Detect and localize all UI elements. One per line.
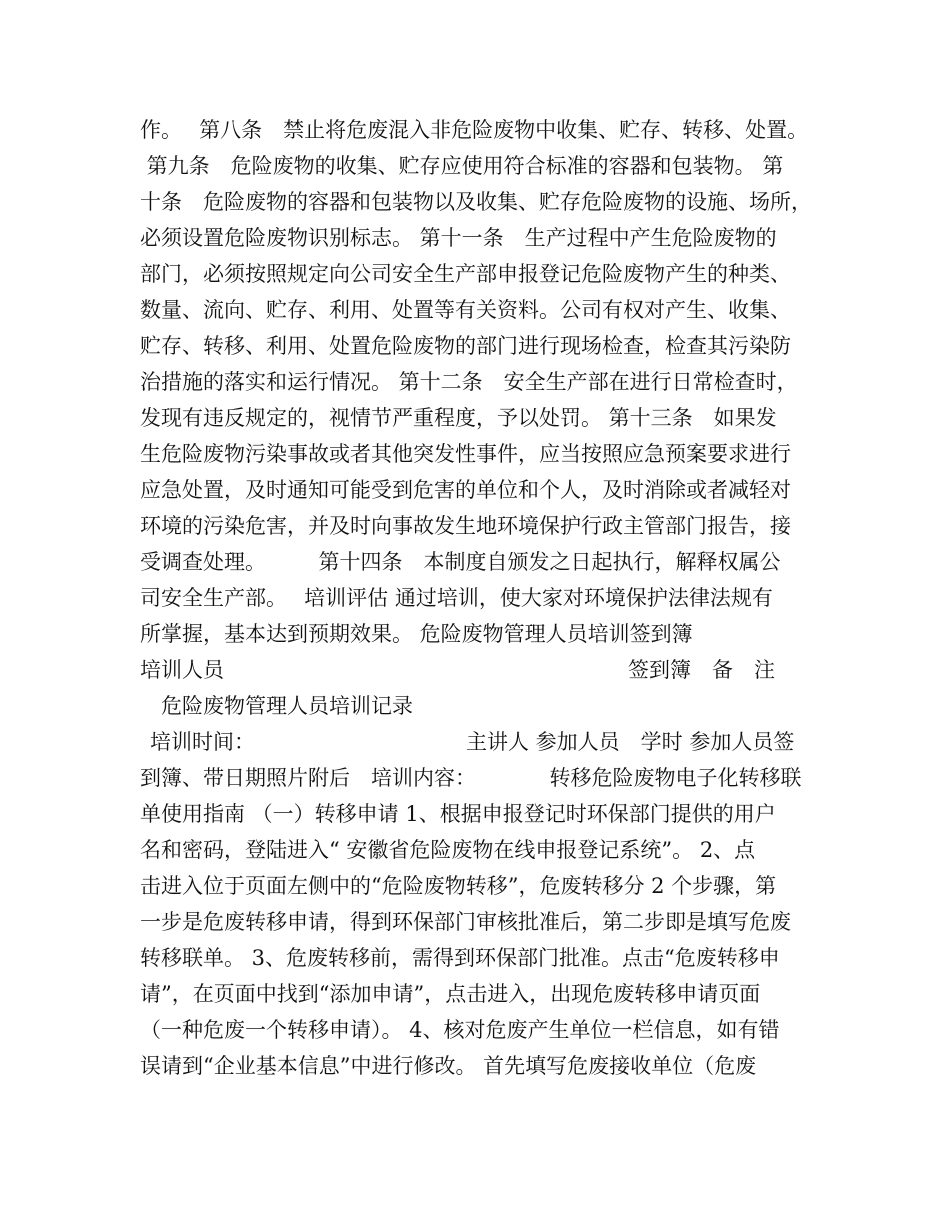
signin-col-trainees: 培训人员 — [140, 658, 224, 682]
signin-col-signature-remarks: 签到簿 备 注 — [628, 658, 775, 682]
text-line: 所掌握，基本达到预期效果。 危险废物管理人员培训签到簿 — [140, 622, 693, 646]
text-line: 到簿、带日期照片附后 培训内容： 转移危险废物电子化转移联 — [140, 766, 802, 790]
text-line: 名和密码，登陆进入“ 安徽省危险废物在线申报登记系统”。 2、点 — [140, 838, 756, 862]
text-line: 治措施的落实和运行情况。 第十二条 安全生产部在进行日常检查时， — [140, 370, 798, 394]
text-line: 发现有违反规定的，视情节严重程度，予以处罚。 第十三条 如果发 — [140, 406, 777, 430]
text-line: 转移联单。 3、危废转移前，需得到环保部门批准。点击“危废转移申 — [140, 946, 780, 970]
record-table-header — [140, 724, 830, 760]
text-line: 数量、流向、贮存、利用、处置等有关资料。公司有权对产生、收集、 — [140, 298, 791, 322]
text-line: 生危险废物污染事故或者其他突发性事件，应当按照应急预案要求进行 — [140, 442, 791, 466]
text-line: 误请到“企业基本信息”中进行修改。 首先填写危废接收单位（危废 — [140, 1054, 757, 1078]
text-line: 十条 危险废物的容器和包装物以及收集、贮存危险废物的设施、场所， — [140, 190, 812, 214]
record-title — [140, 688, 830, 724]
text-line: 作。 第八条 禁止将危废混入非危险废物中收集、贮存、转移、处置。 — [140, 118, 809, 142]
text-line: 第九条 危险废物的收集、贮存应使用符合标准的容器和包装物。 第 — [140, 154, 784, 178]
text-line: 一步是危废转移申请，得到环保部门审核批准后，第二步即是填写危废 — [140, 910, 791, 934]
text-line: 请”，在页面中找到“添加申请”，点击进入，出现危废转移申请页面 — [140, 982, 761, 1006]
text-line: 环境的污染危害，并及时向事故发生地环境保护行政主管部门报告，接 — [140, 514, 791, 538]
text-line: 部门，必须按照规定向公司安全生产部申报登记危险废物产生的种类、 — [140, 262, 791, 286]
text-line: 贮存、转移、利用、处置危险废物的部门进行现场检查，检查其污染防 — [140, 334, 791, 358]
text-line: 击进入位于页面左侧中的“危险废物转移”，危废转移分 2 个步骤，第 — [140, 874, 777, 898]
record-col-speaker-participants: 主讲人 参加人员 学时 参加人员签 — [466, 730, 795, 754]
text-line: 司安全生产部。 培训评估 通过培训，使大家对环境保护法律法规有 — [140, 586, 773, 610]
record-title-text: 危险废物管理人员培训记录 — [161, 694, 413, 718]
record-col-training-time: 培训时间： — [150, 730, 255, 754]
text-line: 单使用指南 （一）转移申请 1、根据申报登记时环保部门提供的用户 — [140, 802, 776, 826]
text-line: （一种危废一个转移申请）。 4、核对危废产生单位一栏信息，如有错 — [140, 1018, 780, 1042]
text-line: 应急处置，及时通知可能受到危害的单位和个人，及时消除或者减轻对 — [140, 478, 791, 502]
signin-table-header — [140, 652, 830, 688]
text-line: 受调查处理。 第十四条 本制度自颁发之日起执行，解释权属公 — [140, 550, 781, 574]
text-line: 必须设置危险废物识别标志。 第十一条 生产过程中产生危险废物的 — [140, 226, 777, 250]
